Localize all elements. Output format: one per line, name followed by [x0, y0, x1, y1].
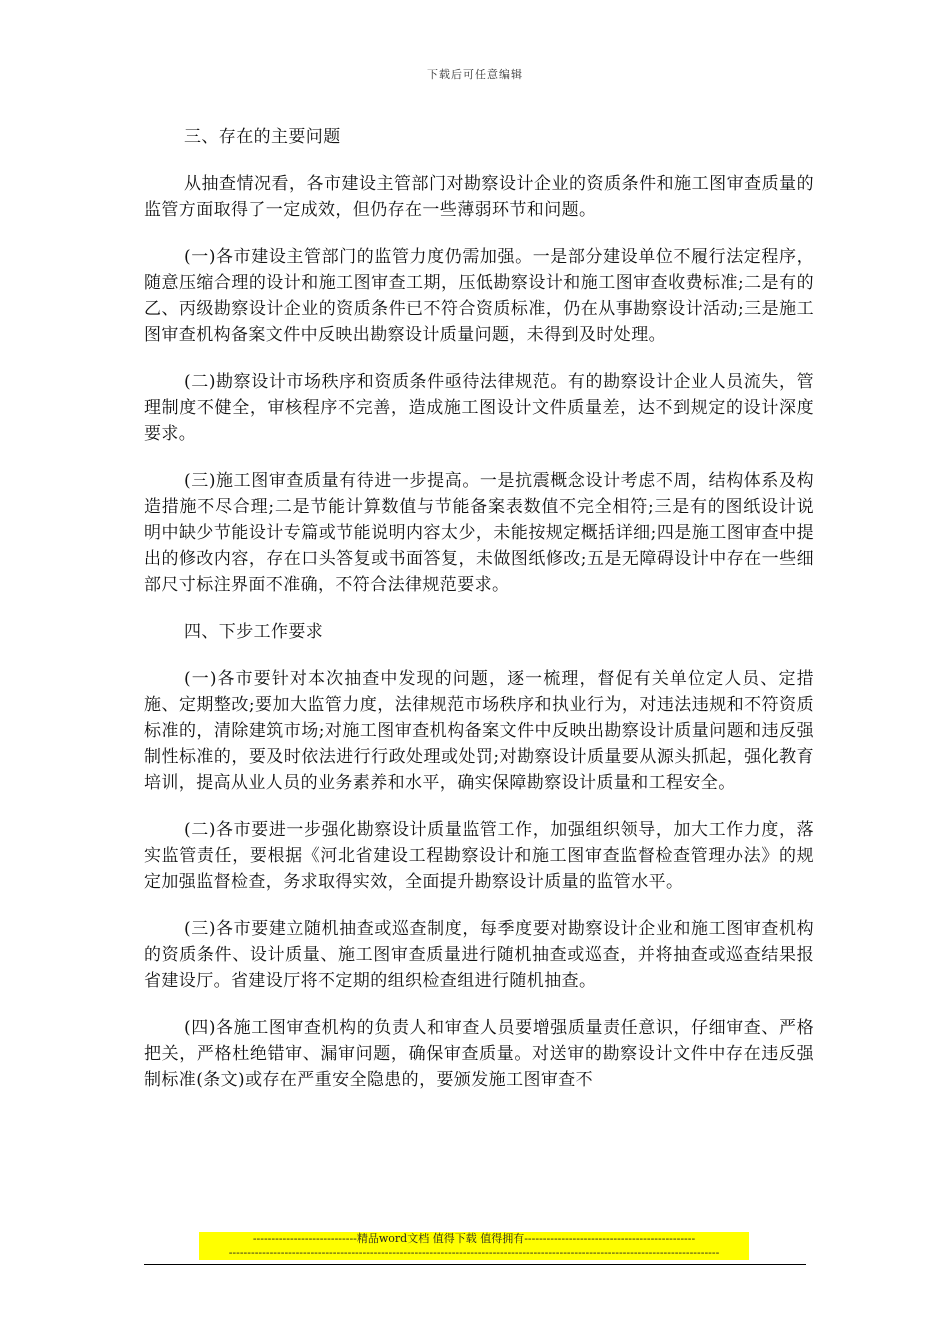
footer-divider [144, 1264, 806, 1265]
section-3-paragraph-2: (二)勘察设计市场秩序和资质条件亟待法律规范。有的勘察设计企业人员流失，管理制度不健全，审核程序不完善，造成施工图设计文件质量差，达不到规定的设计深度要求。 [144, 372, 814, 444]
section-3-paragraph-1: (一)各市建设主管部门的监管力度仍需加强。一是部分建设单位不履行法定程序，随意压缩合理的设计和施工图审查工期，压低勘察设计和施工图审查收费标准;二是有的乙、丙级勘察设计企业的资质条件已不符合资质标准，仍在从事勘察设计活动;三是施工图审查机构备案文件中反映出勘察设计质量问题，未得到及时处理。 [144, 247, 814, 345]
section-4-title: 四、下步工作要求 [184, 622, 324, 642]
document-body [144, 124, 814, 1114]
section-4-paragraph-4: (四)各施工图审查机构的负责人和审查人员要增强质量责任意识，仔细审查、严格把关，严格杜绝错审、漏审问题，确保审查质量。对送审的勘察设计文件中存在违反强制标准(条文)或存在严重安全隐患的，要颁发施工图审查不 [144, 1018, 814, 1090]
section-4-paragraph-1: (一)各市要针对本次抽查中发现的问题，逐一梳理，督促有关单位定人员、定措施、定期整改;要加大监管力度，法律规范市场秩序和执业行为，对违法违规和不符资质标准的，清除建筑市场;对施工图审查机构备案文件中反映出勘察设计质量问题和违反强制性标准的，要及时依法进行行政处理或处罚;对勘察设计质量要从源头抓起，强化教育培训，提高从业人员的业务素养和水平，确实保障勘察设计质量和工程安全。 [144, 669, 814, 793]
footer-banner-line-1: ----------------------------精品word文档 值得下载 值得拥有---------------------------------------------- [252, 1232, 696, 1245]
footer-banner-line-2: ------------------------------------------------------------------------------------------------------------------------------------ [228, 1246, 720, 1259]
page-header-note: 下载后可任意编辑 [427, 68, 523, 81]
section-3-intro: 从抽查情况看，各市建设主管部门对勘察设计企业的资质条件和施工图审查质量的监管方面取得了一定成效，但仍存在一些薄弱环节和问题。 [144, 174, 814, 220]
footer-banner [199, 1232, 749, 1260]
section-4-paragraph-2: (二)各市要进一步强化勘察设计质量监管工作，加强组织领导，加大工作力度，落实监管责任，要根据《河北省建设工程勘察设计和施工图审查监督检查管理办法》的规定加强监督检查，务求取得实效，全面提升勘察设计质量的监管水平。 [144, 820, 814, 892]
section-3-title: 三、存在的主要问题 [184, 127, 341, 147]
section-4-paragraph-3: (三)各市要建立随机抽查或巡查制度，每季度要对勘察设计企业和施工图审查机构的资质条件、设计质量、施工图审查质量进行随机抽查或巡查，并将抽查或巡查结果报省建设厅。省建设厅将不定期的组织检查组进行随机抽查。 [144, 919, 814, 991]
section-3-paragraph-3: (三)施工图审查质量有待进一步提高。一是抗震概念设计考虑不周，结构体系及构造措施不尽合理;二是节能计算数值与节能备案表数值不完全相符;三是有的图纸设计说明中缺少节能设计专篇或节能说明内容太少，未能按规定概括详细;四是施工图审查中提出的修改内容，存在口头答复或书面答复，未做图纸修改;五是无障碍设计中存在一些细部尺寸标注界面不准确，不符合法律规范要求。 [144, 471, 814, 595]
